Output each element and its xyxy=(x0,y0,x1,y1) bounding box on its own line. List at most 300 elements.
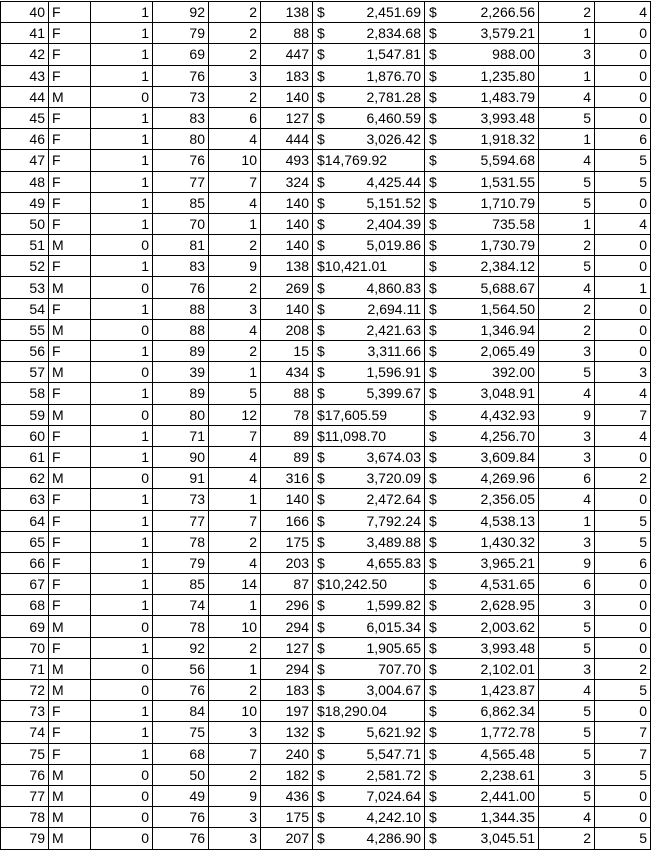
amount-b-cell-value: 4,432.93 xyxy=(480,406,535,423)
sex-cell: F xyxy=(49,743,91,764)
amount-a-cell-symbol: $ xyxy=(317,25,325,42)
amount-a-cell xyxy=(313,785,425,806)
sex-cell: M xyxy=(49,785,91,806)
amount-b-cell xyxy=(425,129,539,150)
amount-b-cell-value: 5,594.68 xyxy=(480,152,535,169)
flag-cell: 0 xyxy=(91,404,153,425)
table-row xyxy=(1,383,651,404)
sex-cell: F xyxy=(49,701,91,722)
table-row xyxy=(1,807,651,828)
amount-a-cell xyxy=(313,404,425,425)
table-row xyxy=(1,44,651,65)
count-d-cell: 0 xyxy=(595,807,651,828)
count-a-cell: 2 xyxy=(209,44,261,65)
count-b-cell: 127 xyxy=(261,107,313,128)
count-c-cell: 4 xyxy=(539,150,595,171)
amount-a-cell xyxy=(313,722,425,743)
amount-b-cell xyxy=(425,552,539,573)
age-cell: 91 xyxy=(153,468,209,489)
count-c-cell: 5 xyxy=(539,362,595,383)
count-a-cell: 2 xyxy=(209,680,261,701)
amount-a-cell-value: 3,674.03 xyxy=(366,449,421,466)
age-cell: 88 xyxy=(153,298,209,319)
amount-b-cell-value: 1,346.94 xyxy=(480,321,535,338)
flag-cell: 1 xyxy=(91,256,153,277)
count-a-cell: 12 xyxy=(209,404,261,425)
amount-a-cell-symbol: $ xyxy=(317,660,325,677)
count-b-cell: 240 xyxy=(261,743,313,764)
amount-a-cell-value: 1,547.81 xyxy=(366,46,421,63)
amount-b-cell-symbol: $ xyxy=(429,4,437,21)
table-row xyxy=(1,637,651,658)
flag-cell: 1 xyxy=(91,44,153,65)
count-d-cell: 6 xyxy=(595,129,651,150)
row-id-cell: 41 xyxy=(1,23,49,44)
age-cell: 77 xyxy=(153,510,209,531)
count-c-cell: 6 xyxy=(539,468,595,489)
count-a-cell: 2 xyxy=(209,235,261,256)
count-b-cell: 138 xyxy=(261,256,313,277)
amount-a-cell-symbol: $ xyxy=(317,131,325,148)
amount-a-cell-value: 3,311.66 xyxy=(367,343,421,360)
amount-b-cell-value: 6,862.34 xyxy=(480,703,535,720)
amount-b-cell xyxy=(425,44,539,65)
amount-a-cell-symbol: $17,605.59 xyxy=(317,406,388,423)
count-a-cell: 9 xyxy=(209,256,261,277)
table-row xyxy=(1,552,651,573)
table-row xyxy=(1,213,651,234)
count-c-cell: 2 xyxy=(539,298,595,319)
amount-b-cell-value: 3,579.21 xyxy=(480,25,535,42)
age-cell: 71 xyxy=(153,425,209,446)
amount-a-cell-value: 2,404.39 xyxy=(366,215,421,232)
amount-b-cell-value: 4,531.65 xyxy=(480,576,535,593)
sex-cell: F xyxy=(49,574,91,595)
count-a-cell: 7 xyxy=(209,743,261,764)
amount-b-cell xyxy=(425,171,539,192)
sex-cell: M xyxy=(49,764,91,785)
amount-a-cell xyxy=(313,23,425,44)
amount-a-cell-symbol: $ xyxy=(317,4,325,21)
age-cell: 75 xyxy=(153,722,209,743)
count-d-cell: 0 xyxy=(595,86,651,107)
amount-a-cell xyxy=(313,658,425,679)
row-id-cell: 60 xyxy=(1,425,49,446)
sex-cell: F xyxy=(49,107,91,128)
count-b-cell: 182 xyxy=(261,764,313,785)
amount-a-cell-value: 6,015.34 xyxy=(366,618,421,635)
row-id-cell: 69 xyxy=(1,616,49,637)
age-cell: 80 xyxy=(153,129,209,150)
row-id-cell: 59 xyxy=(1,404,49,425)
count-c-cell: 3 xyxy=(539,531,595,552)
amount-b-cell xyxy=(425,489,539,510)
count-d-cell: 0 xyxy=(595,44,651,65)
row-id-cell: 79 xyxy=(1,828,49,849)
age-cell: 76 xyxy=(153,680,209,701)
flag-cell: 1 xyxy=(91,446,153,467)
count-b-cell: 140 xyxy=(261,213,313,234)
amount-a-cell-value: 2,781.28 xyxy=(366,88,421,105)
count-d-cell: 2 xyxy=(595,658,651,679)
amount-a-cell xyxy=(313,574,425,595)
amount-a-cell-symbol: $ xyxy=(317,364,325,381)
row-id-cell: 58 xyxy=(1,383,49,404)
amount-b-cell xyxy=(425,701,539,722)
row-id-cell: 40 xyxy=(1,2,49,23)
count-a-cell: 6 xyxy=(209,107,261,128)
count-d-cell: 0 xyxy=(595,701,651,722)
count-d-cell: 5 xyxy=(595,680,651,701)
amount-a-cell xyxy=(313,743,425,764)
amount-b-cell-symbol: $ xyxy=(429,788,437,805)
age-cell: 68 xyxy=(153,743,209,764)
amount-b-cell xyxy=(425,510,539,531)
sex-cell: F xyxy=(49,65,91,86)
amount-a-cell xyxy=(313,701,425,722)
amount-b-cell xyxy=(425,213,539,234)
sex-cell: F xyxy=(49,23,91,44)
count-b-cell: 207 xyxy=(261,828,313,849)
amount-b-cell-value: 4,269.96 xyxy=(480,470,535,487)
flag-cell: 1 xyxy=(91,150,153,171)
row-id-cell: 78 xyxy=(1,807,49,828)
amount-b-cell-symbol: $ xyxy=(429,639,437,656)
count-d-cell: 0 xyxy=(595,616,651,637)
age-cell: 73 xyxy=(153,489,209,510)
count-a-cell: 2 xyxy=(209,277,261,298)
table-body xyxy=(1,2,651,850)
amount-b-cell xyxy=(425,86,539,107)
age-cell: 76 xyxy=(153,828,209,849)
count-a-cell: 7 xyxy=(209,425,261,446)
count-c-cell: 3 xyxy=(539,44,595,65)
table-row xyxy=(1,616,651,637)
count-b-cell: 203 xyxy=(261,552,313,573)
count-d-cell: 5 xyxy=(595,828,651,849)
table-row xyxy=(1,65,651,86)
row-id-cell: 70 xyxy=(1,637,49,658)
count-d-cell: 0 xyxy=(595,574,651,595)
count-b-cell: 294 xyxy=(261,616,313,637)
flag-cell: 0 xyxy=(91,680,153,701)
table-row xyxy=(1,129,651,150)
age-cell: 78 xyxy=(153,616,209,637)
count-d-cell: 4 xyxy=(595,213,651,234)
amount-b-cell xyxy=(425,531,539,552)
count-d-cell: 0 xyxy=(595,637,651,658)
amount-b-cell-symbol: $ xyxy=(429,470,437,487)
count-b-cell: 296 xyxy=(261,595,313,616)
flag-cell: 1 xyxy=(91,107,153,128)
amount-a-cell-symbol: $ xyxy=(317,279,325,296)
amount-a-cell-value: 2,421.63 xyxy=(366,321,421,338)
sex-cell: F xyxy=(49,44,91,65)
amount-a-cell xyxy=(313,362,425,383)
count-d-cell: 0 xyxy=(595,595,651,616)
amount-b-cell xyxy=(425,192,539,213)
amount-a-cell xyxy=(313,213,425,234)
row-id-cell: 52 xyxy=(1,256,49,277)
count-b-cell: 208 xyxy=(261,319,313,340)
count-c-cell: 5 xyxy=(539,743,595,764)
count-d-cell: 0 xyxy=(595,489,651,510)
count-c-cell: 5 xyxy=(539,637,595,658)
amount-a-cell-value: 2,581.72 xyxy=(366,766,421,783)
amount-b-cell-symbol: $ xyxy=(429,110,437,127)
amount-a-cell xyxy=(313,616,425,637)
age-cell: 49 xyxy=(153,785,209,806)
amount-b-cell xyxy=(425,637,539,658)
amount-b-cell-value: 2,628.95 xyxy=(480,597,535,614)
count-a-cell: 1 xyxy=(209,213,261,234)
count-b-cell: 127 xyxy=(261,637,313,658)
amount-b-cell xyxy=(425,785,539,806)
flag-cell: 0 xyxy=(91,807,153,828)
flag-cell: 1 xyxy=(91,489,153,510)
amount-b-cell-value: 1,235.80 xyxy=(480,67,535,84)
count-c-cell: 5 xyxy=(539,616,595,637)
amount-a-cell-value: 2,694.11 xyxy=(367,300,421,317)
count-b-cell: 444 xyxy=(261,129,313,150)
sex-cell: M xyxy=(49,468,91,489)
table-row xyxy=(1,785,651,806)
sex-cell: F xyxy=(49,446,91,467)
amount-b-cell xyxy=(425,65,539,86)
amount-a-cell-value: 4,425.44 xyxy=(366,173,421,190)
row-id-cell: 72 xyxy=(1,680,49,701)
count-c-cell: 1 xyxy=(539,65,595,86)
row-id-cell: 66 xyxy=(1,552,49,573)
amount-a-cell-value: 5,151.52 xyxy=(366,194,421,211)
amount-b-cell xyxy=(425,23,539,44)
amount-a-cell xyxy=(313,298,425,319)
table-row xyxy=(1,574,651,595)
age-cell: 92 xyxy=(153,2,209,23)
row-id-cell: 43 xyxy=(1,65,49,86)
amount-b-cell-value: 3,045.51 xyxy=(480,830,535,847)
row-id-cell: 76 xyxy=(1,764,49,785)
age-cell: 89 xyxy=(153,341,209,362)
count-b-cell: 183 xyxy=(261,680,313,701)
amount-a-cell-symbol: $ xyxy=(317,385,325,402)
amount-b-cell-symbol: $ xyxy=(429,152,437,169)
amount-b-cell-value: 1,918.32 xyxy=(480,131,535,148)
amount-a-cell xyxy=(313,468,425,489)
amount-a-cell-symbol: $11,098.70 xyxy=(317,427,387,444)
row-id-cell: 45 xyxy=(1,107,49,128)
count-d-cell: 3 xyxy=(595,362,651,383)
sex-cell: M xyxy=(49,235,91,256)
row-id-cell: 48 xyxy=(1,171,49,192)
count-a-cell: 2 xyxy=(209,341,261,362)
row-id-cell: 62 xyxy=(1,468,49,489)
age-cell: 76 xyxy=(153,807,209,828)
amount-a-cell-symbol: $ xyxy=(317,788,325,805)
amount-a-cell-value: 707.70 xyxy=(378,660,421,677)
amount-b-cell-value: 1,531.55 xyxy=(480,173,535,190)
sex-cell: F xyxy=(49,489,91,510)
table-row xyxy=(1,235,651,256)
count-d-cell: 0 xyxy=(595,65,651,86)
amount-b-cell xyxy=(425,383,539,404)
amount-b-cell-symbol: $ xyxy=(429,449,437,466)
table-row xyxy=(1,107,651,128)
count-d-cell: 7 xyxy=(595,743,651,764)
table-row xyxy=(1,764,651,785)
count-c-cell: 5 xyxy=(539,107,595,128)
amount-b-cell xyxy=(425,574,539,595)
count-a-cell: 14 xyxy=(209,574,261,595)
count-a-cell: 10 xyxy=(209,616,261,637)
sex-cell: F xyxy=(49,722,91,743)
count-b-cell: 140 xyxy=(261,235,313,256)
amount-a-cell-value: 1,876.70 xyxy=(366,67,421,84)
sex-cell: F xyxy=(49,341,91,362)
amount-b-cell-value: 2,102.01 xyxy=(480,660,535,677)
table-row xyxy=(1,595,651,616)
flag-cell: 1 xyxy=(91,298,153,319)
table-row xyxy=(1,319,651,340)
amount-b-cell xyxy=(425,235,539,256)
amount-a-cell xyxy=(313,107,425,128)
table-row xyxy=(1,2,651,23)
sex-cell: F xyxy=(49,531,91,552)
amount-b-cell-symbol: $ xyxy=(429,660,437,677)
count-a-cell: 2 xyxy=(209,531,261,552)
amount-a-cell-symbol: $ xyxy=(317,554,325,571)
amount-b-cell-symbol: $ xyxy=(429,512,437,529)
amount-a-cell-symbol: $ xyxy=(317,724,325,741)
amount-a-cell-symbol: $ xyxy=(317,46,325,63)
count-d-cell: 7 xyxy=(595,404,651,425)
count-a-cell: 2 xyxy=(209,637,261,658)
amount-b-cell xyxy=(425,446,539,467)
amount-a-cell xyxy=(313,277,425,298)
sex-cell: F xyxy=(49,213,91,234)
amount-a-cell xyxy=(313,531,425,552)
count-b-cell: 87 xyxy=(261,574,313,595)
row-id-cell: 63 xyxy=(1,489,49,510)
count-b-cell: 140 xyxy=(261,86,313,107)
amount-b-cell-value: 392.00 xyxy=(492,364,535,381)
amount-a-cell-value: 5,621.92 xyxy=(366,724,421,741)
amount-b-cell-value: 988.00 xyxy=(492,46,535,63)
amount-a-cell-value: 5,399.67 xyxy=(366,385,421,402)
amount-b-cell-value: 1,423.87 xyxy=(480,682,535,699)
count-d-cell: 5 xyxy=(595,510,651,531)
row-id-cell: 49 xyxy=(1,192,49,213)
count-c-cell: 5 xyxy=(539,256,595,277)
amount-b-cell-symbol: $ xyxy=(429,703,437,720)
count-d-cell: 0 xyxy=(595,235,651,256)
row-id-cell: 51 xyxy=(1,235,49,256)
count-c-cell: 4 xyxy=(539,489,595,510)
amount-a-cell xyxy=(313,235,425,256)
data-table xyxy=(0,1,651,850)
count-c-cell: 1 xyxy=(539,23,595,44)
row-id-cell: 47 xyxy=(1,150,49,171)
count-c-cell: 3 xyxy=(539,341,595,362)
flag-cell: 1 xyxy=(91,23,153,44)
count-b-cell: 175 xyxy=(261,531,313,552)
flag-cell: 1 xyxy=(91,595,153,616)
amount-b-cell-value: 4,565.48 xyxy=(480,745,535,762)
amount-b-cell-symbol: $ xyxy=(429,67,437,84)
count-b-cell: 88 xyxy=(261,23,313,44)
flag-cell: 1 xyxy=(91,129,153,150)
amount-b-cell-value: 1,710.79 xyxy=(480,194,535,211)
count-c-cell: 3 xyxy=(539,595,595,616)
age-cell: 83 xyxy=(153,107,209,128)
flag-cell: 0 xyxy=(91,362,153,383)
amount-a-cell-value: 3,720.09 xyxy=(366,470,421,487)
row-id-cell: 56 xyxy=(1,341,49,362)
amount-b-cell-value: 1,430.32 xyxy=(480,533,535,550)
count-b-cell: 166 xyxy=(261,510,313,531)
count-a-cell: 1 xyxy=(209,595,261,616)
table-row xyxy=(1,362,651,383)
amount-a-cell xyxy=(313,807,425,828)
row-id-cell: 53 xyxy=(1,277,49,298)
age-cell: 79 xyxy=(153,552,209,573)
amount-b-cell-value: 2,266.56 xyxy=(480,4,535,21)
count-b-cell: 88 xyxy=(261,383,313,404)
amount-a-cell-symbol: $ xyxy=(317,809,325,826)
flag-cell: 1 xyxy=(91,383,153,404)
table-row xyxy=(1,23,651,44)
count-a-cell: 3 xyxy=(209,722,261,743)
count-b-cell: 140 xyxy=(261,192,313,213)
flag-cell: 0 xyxy=(91,785,153,806)
sex-cell: F xyxy=(49,298,91,319)
sex-cell: M xyxy=(49,362,91,383)
count-c-cell: 4 xyxy=(539,277,595,298)
count-d-cell: 5 xyxy=(595,150,651,171)
amount-a-cell-value: 5,547.71 xyxy=(366,745,421,762)
row-id-cell: 77 xyxy=(1,785,49,806)
table-row xyxy=(1,192,651,213)
count-b-cell: 294 xyxy=(261,658,313,679)
count-a-cell: 3 xyxy=(209,65,261,86)
count-c-cell: 5 xyxy=(539,701,595,722)
flag-cell: 1 xyxy=(91,192,153,213)
count-a-cell: 1 xyxy=(209,489,261,510)
amount-a-cell xyxy=(313,192,425,213)
amount-b-cell xyxy=(425,107,539,128)
age-cell: 84 xyxy=(153,701,209,722)
sex-cell: M xyxy=(49,807,91,828)
amount-a-cell xyxy=(313,65,425,86)
amount-b-cell-value: 3,609.84 xyxy=(480,449,535,466)
amount-a-cell-value: 5,019.86 xyxy=(366,237,421,254)
amount-b-cell-symbol: $ xyxy=(429,131,437,148)
count-b-cell: 140 xyxy=(261,298,313,319)
amount-a-cell-value: 4,655.83 xyxy=(366,554,421,571)
amount-b-cell xyxy=(425,319,539,340)
age-cell: 76 xyxy=(153,277,209,298)
sex-cell: M xyxy=(49,319,91,340)
count-a-cell: 3 xyxy=(209,807,261,828)
flag-cell: 1 xyxy=(91,2,153,23)
amount-b-cell-symbol: $ xyxy=(429,406,437,423)
amount-a-cell-symbol: $ xyxy=(317,766,325,783)
amount-b-cell-symbol: $ xyxy=(429,809,437,826)
amount-b-cell xyxy=(425,298,539,319)
amount-b-cell xyxy=(425,256,539,277)
count-a-cell: 7 xyxy=(209,171,261,192)
flag-cell: 1 xyxy=(91,637,153,658)
